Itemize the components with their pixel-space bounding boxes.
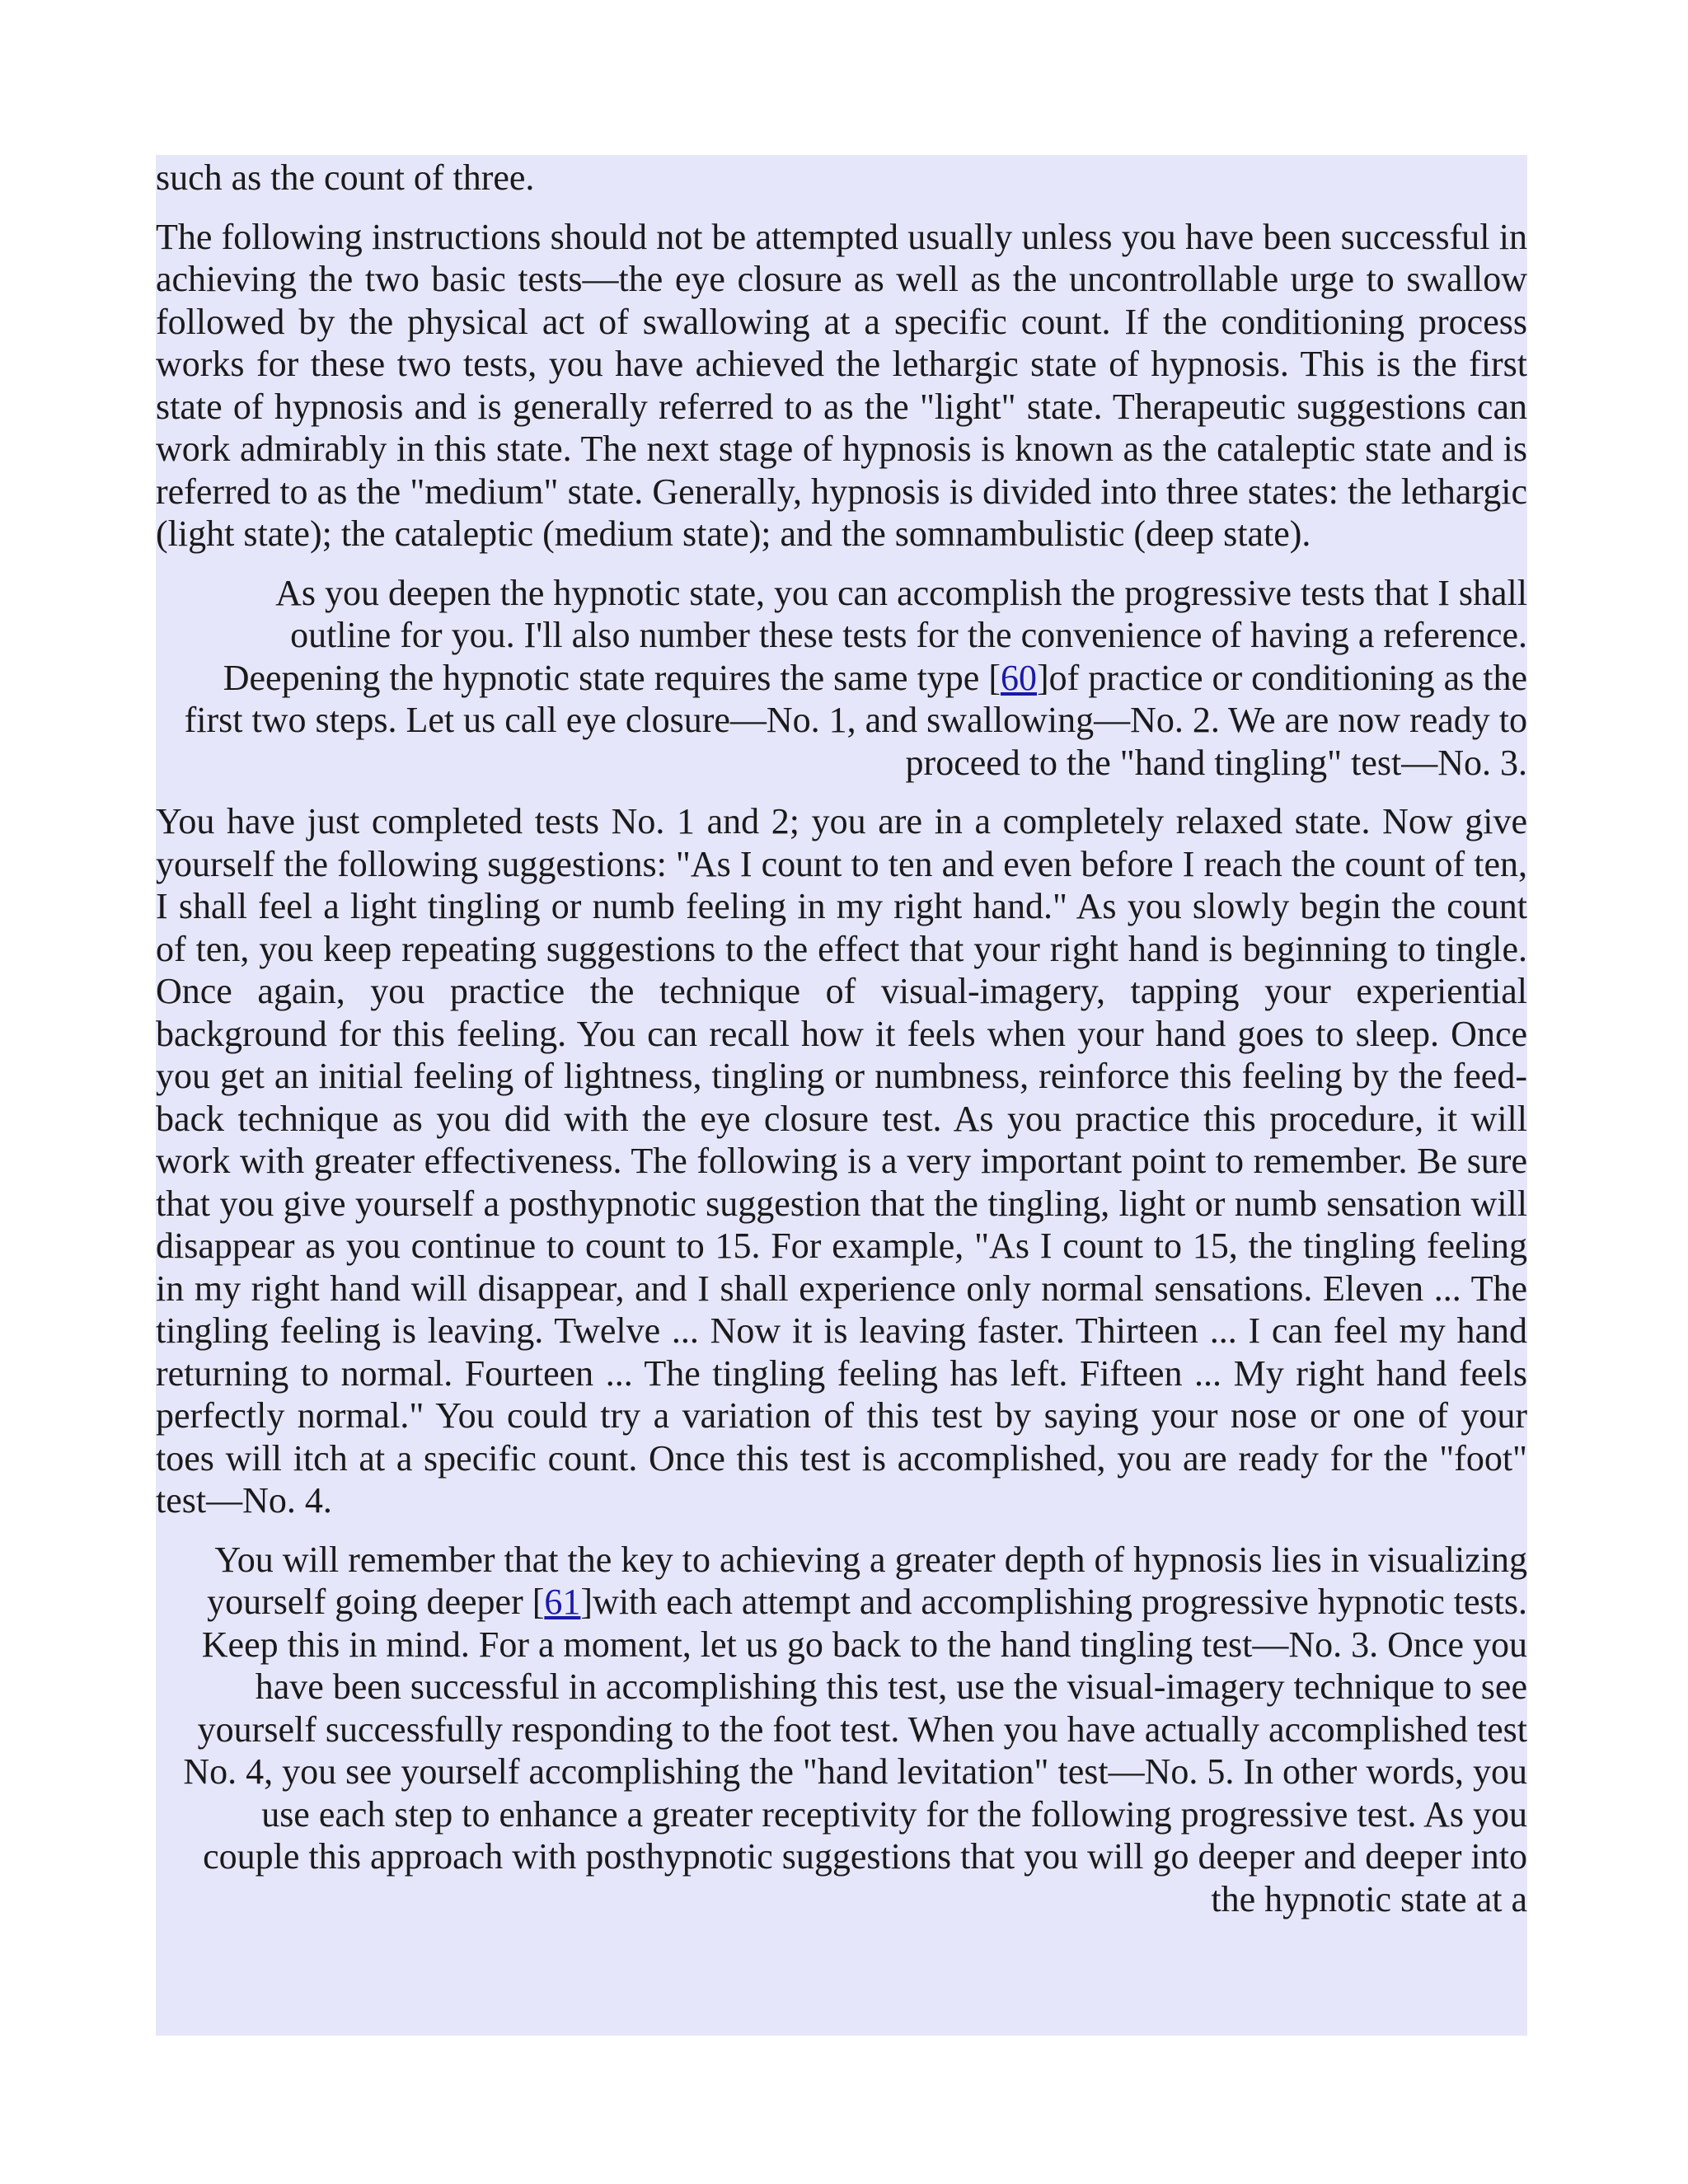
document-body xyxy=(156,155,1527,2036)
page-ref-link[interactable]: 60 xyxy=(1000,657,1037,698)
paragraph-continuation: such as the count of three. xyxy=(156,157,535,198)
paragraph-deepening xyxy=(156,1539,1527,1921)
paragraph-text: You will remember that the key to achieving a greater depth of hypnosis lies in visualizing yourself going deeper [ xyxy=(207,1539,1527,1622)
paragraph-text: ]with each attempt and accomplishing progressive hypnotic tests. Keep this in mind. For a moment, let us go back to the hand tingling test—No. 3. Once you have been successful in accomplishing this test, use the visual-imagery technique to see yourself successfully responding to the foot test. When you have actually accomplished test No. 4, you see yourself accomplishing the "hand levitation" test—No. 5. In other words, you use each step to enhance a greater receptivity for the following progressive test. As you couple this approach with posthypnotic suggestions that you will go deeper and deeper into the hypnotic state at a xyxy=(183,1582,1527,1919)
paragraph-progressive-tests xyxy=(156,572,1527,785)
paragraph-hand-tingling: You have just completed tests No. 1 and 2; you are in a completely relaxed state. Now give yourself the following suggestions: "As I count to ten and even before I reach the count of ten, I shall feel a light tingling or numb feeling in my right hand." As you slowly begin the count of ten, you keep repeating suggestions to the effect that your right hand is beginning to tingle. Once again, you practice the technique of visual-imagery, tapping your experiential background for this feeling. You can recall how it feels when your hand goes to sleep. Once you get an initial feeling of lightness, tingling or numbness, reinforce this feeling by the feed-back technique as you did with the eye closure test. As you practice this procedure, it will work with greater effectiveness. The following is a very important point to remember. Be sure that you give yourself a posthypnotic suggestion that the tingling, light or numb sensation will disappear as you continue to count to 15. For example, "As I count to 15, the tingling feeling in my right hand will disappear, and I shall experience only normal sensations. Eleven ... The tingling feeling is leaving. Twelve ... Now it is leaving faster. Thirteen ... I can feel my hand returning to normal. Fourteen ... The tingling feeling has left. Fifteen ... My right hand feels perfectly normal." You could try a variation of this test by saying your nose or one of your toes will itch at a specific count. Once this test is accomplished, you are ready for the "foot" test—No. 4. xyxy=(156,801,1527,1521)
paragraph-text: ]of practice or conditioning as the first two steps. Let us call eye closure—No. 1, and swallowing—No. 2. We are now ready to proceed to the "hand tingling" test—No. 3. xyxy=(184,657,1527,783)
paragraph-hypnosis-states: The following instructions should not be attempted usually unless you have been successful in achieving the two basic tests—the eye closure as well as the uncontrollable urge to swallow followed by the physical act of swallowing at a specific count. If the conditioning process works for these two tests, you have achieved the lethargic state of hypnosis. This is the first state of hypnosis and is generally referred to as the "light" state. Therapeutic suggestions can work admirably in this state. The next stage of hypnosis is known as the cataleptic state and is referred to as the "medium" state. Generally, hypnosis is divided into three states: the lethargic (light state); the cataleptic (medium state); and the somnambulistic (deep state). xyxy=(156,216,1527,554)
paragraph-text: As you deepen the hypnotic state, you can accomplish the progressive tests that I shall outline for you. I'll also number these tests for the convenience of having a reference. Deepening the hypnotic state requires the same type [ xyxy=(223,572,1527,698)
page-ref-link[interactable]: 61 xyxy=(544,1582,581,1622)
